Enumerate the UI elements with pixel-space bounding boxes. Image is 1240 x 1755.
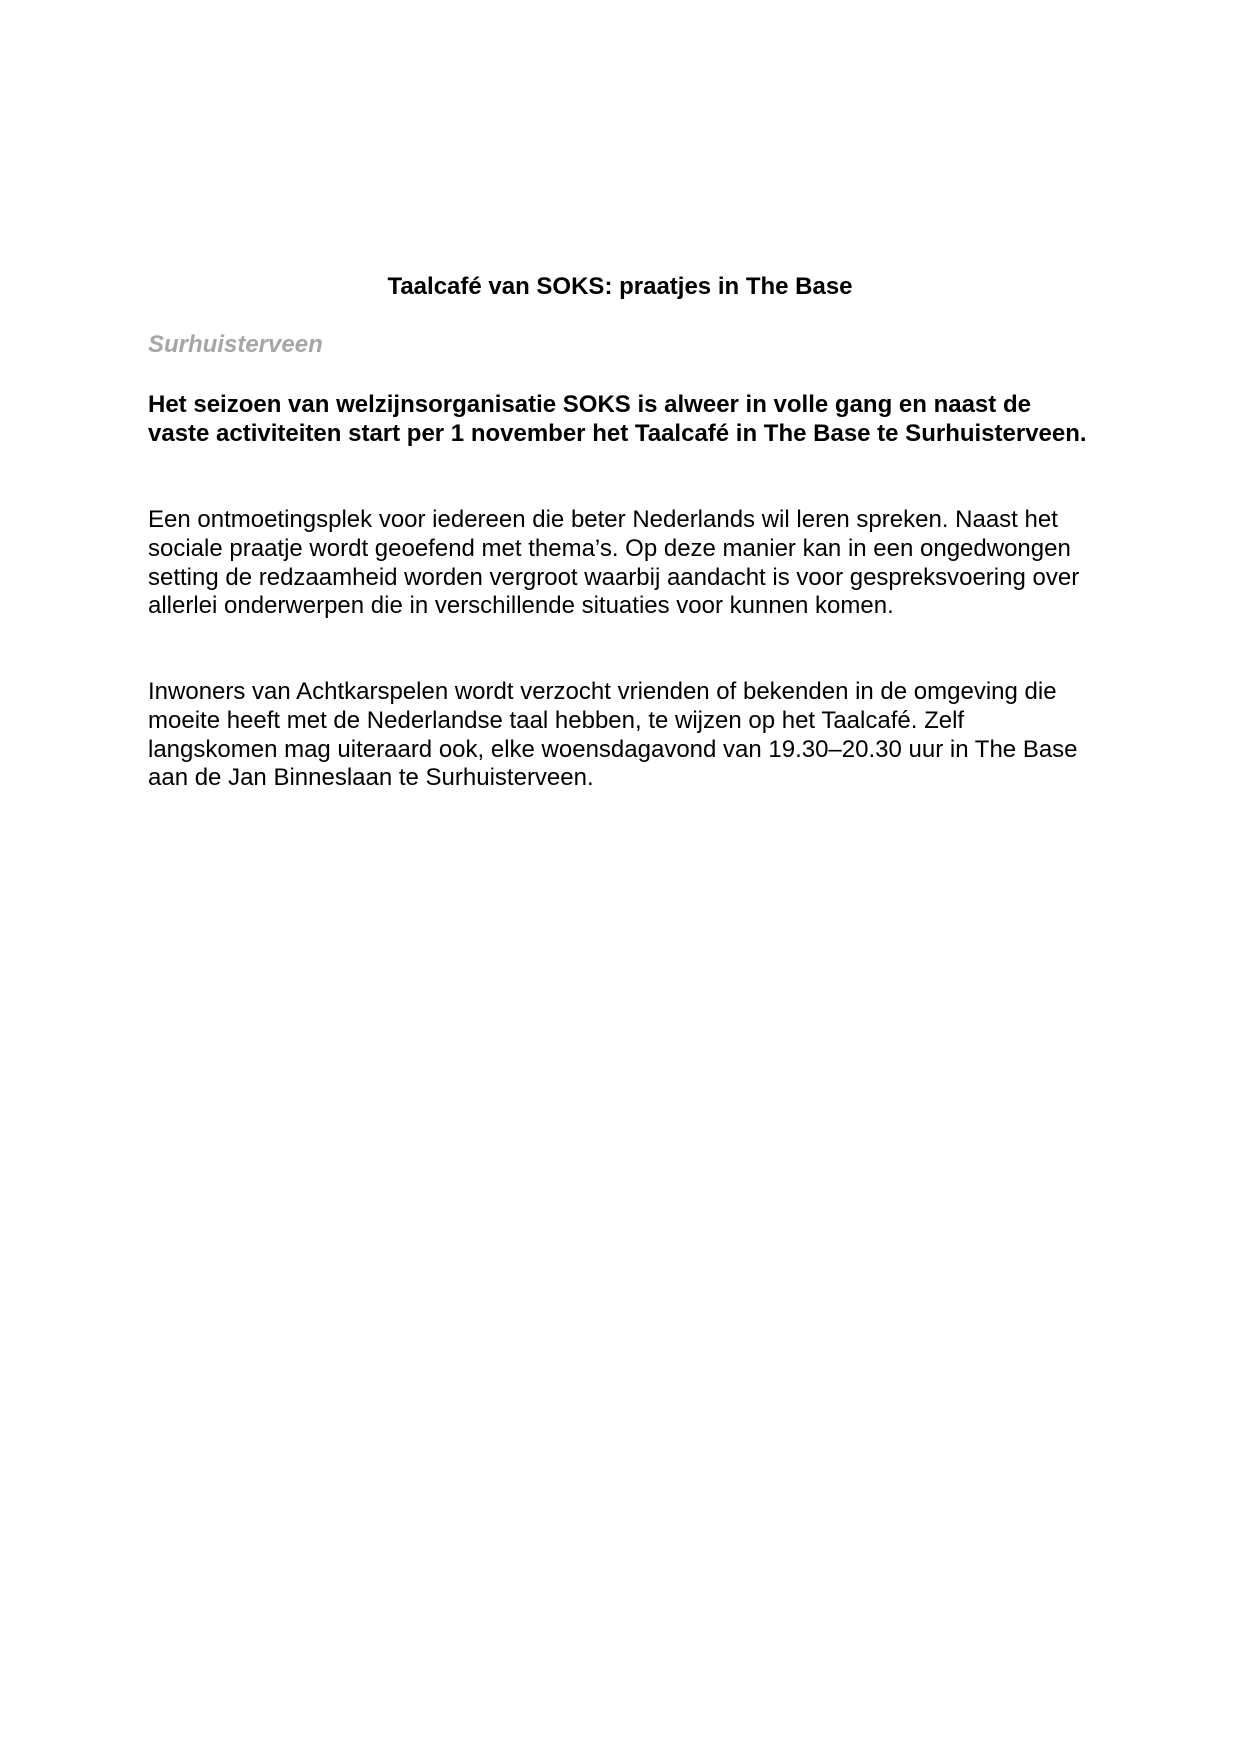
article-title: Taalcafé van SOKS: praatjes in The Base	[387, 273, 853, 300]
article-paragraph: Een ontmoetingsplek voor iedereen die beter Nederlands wil leren spreken. Naast het sociale praatje wordt geoefend met thema’s. Op deze manier kan in een ongedwongen setting de redzaamheid worden vergroot waarbij aandacht is voor gespreksvoering over allerlei onderwerpen die in verschillende situaties voor kunnen komen.	[148, 506, 1080, 620]
article-paragraph: Inwoners van Achtkarspelen wordt verzocht vrienden of bekenden in de omgeving die moeite heeft met de Nederlandse taal hebben, te wijzen op het Taalcafé. Zelf langskomen mag uiteraard ook, elke woensdagavond van 19.30–20.30 uur in The Base aan de Jan Binneslaan te Surhuisterveen.	[148, 678, 1078, 792]
article-dateline: Surhuisterveen	[148, 331, 323, 358]
article-lead: Het seizoen van welzijnsorganisatie SOKS is alweer in volle gang en naast de vaste activiteiten start per 1 november het Taalcafé in The Base te Surhuisterveen.	[148, 391, 1087, 447]
